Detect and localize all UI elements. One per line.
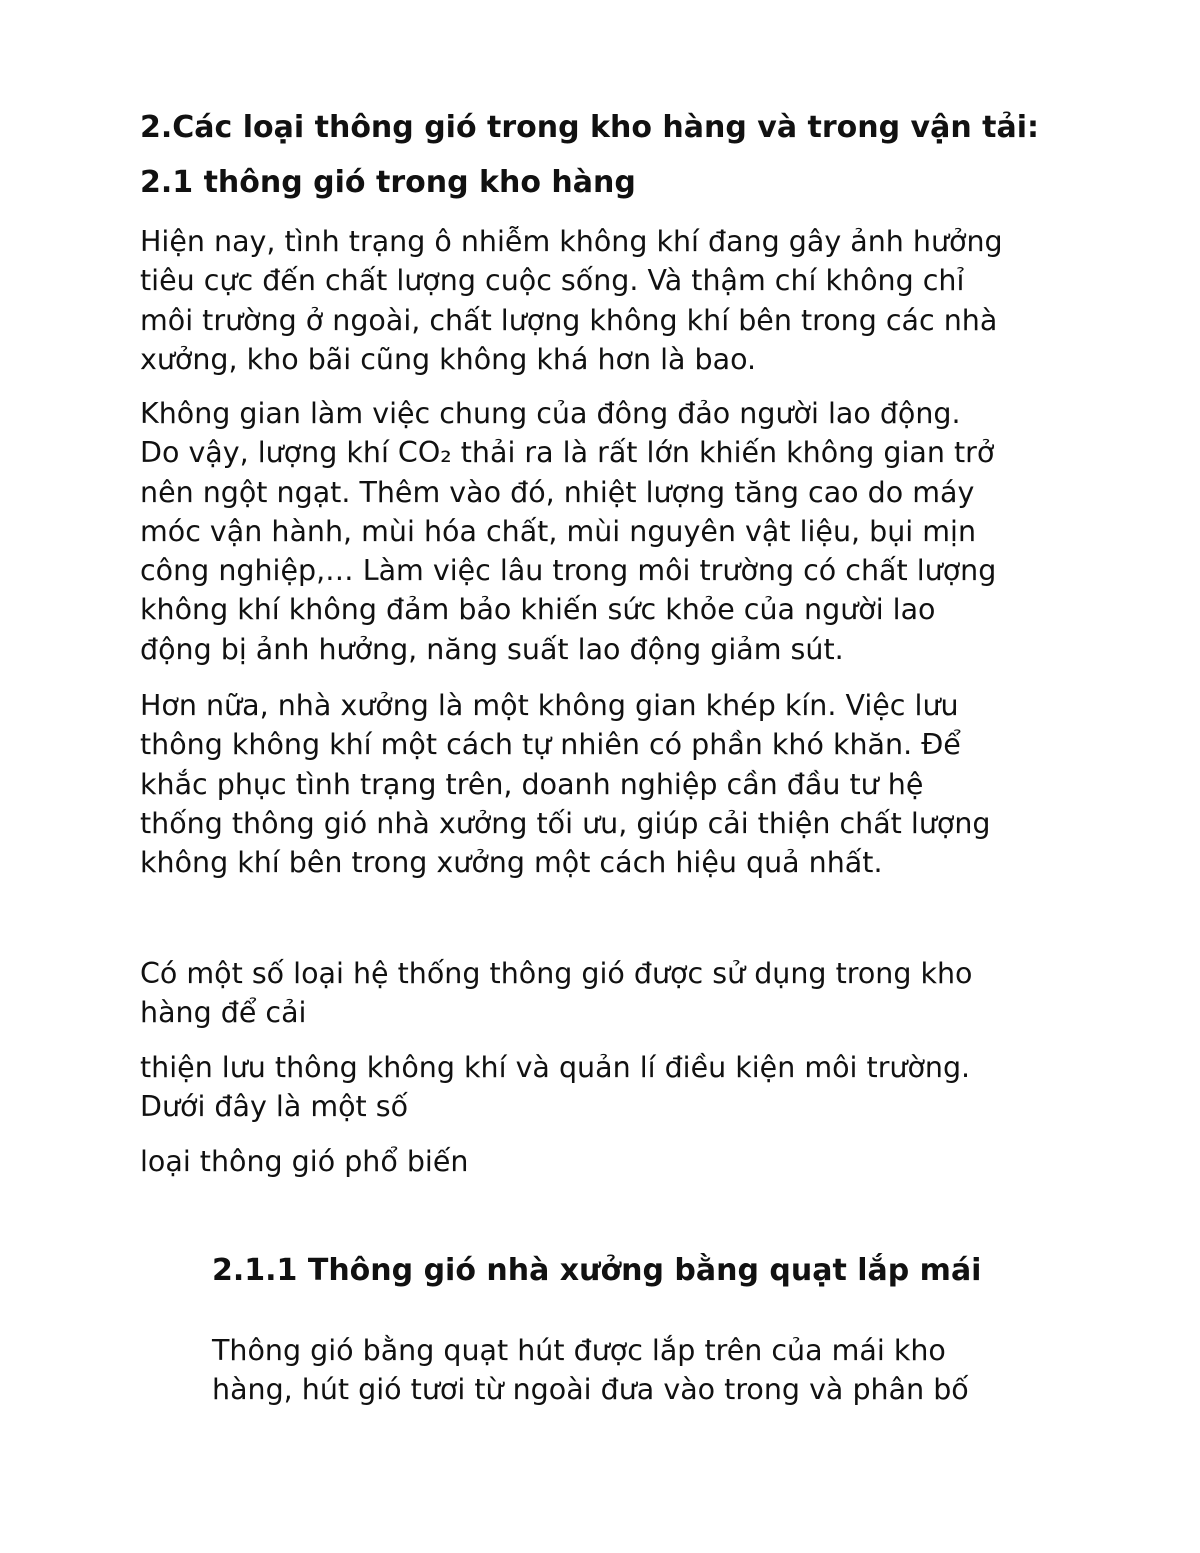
paragraph-roof-fan xyxy=(212,1331,969,1410)
text-line: loại thông gió phổ biến xyxy=(140,1145,469,1178)
text-line: nên ngột ngạt. Thêm vào đó, nhiệt lượng tăng cao do máy xyxy=(140,475,975,509)
subheading: 2.1 thông gió trong kho hàng xyxy=(140,165,636,200)
text-line: Hiện nay, tình trạng ô nhiễm không khí đang gây ảnh hưởng xyxy=(140,225,1003,258)
text-line: thông không khí một cách tự nhiên có phần khó khăn. Để xyxy=(140,728,961,762)
paragraph-ventilation-types-cont xyxy=(140,1048,970,1127)
text-line: khắc phục tình trạng trên, doanh nghiệp cần đầu tư hệ xyxy=(140,767,924,801)
text-line: công nghiệp,… Làm việc lâu trong môi trường có chất lượng xyxy=(140,554,997,588)
text-line: Không gian làm việc chung của đông đảo người lao động. xyxy=(140,397,961,430)
text-line: hàng, hút gió tươi từ ngoài đưa vào trong và phân bố xyxy=(212,1373,969,1407)
paragraph-enclosed-space xyxy=(140,686,991,882)
paragraph-common-types xyxy=(140,1142,468,1181)
text-line: Dưới đây là một số xyxy=(140,1090,409,1124)
text-line: móc vận hành, mùi hóa chất, mùi nguyên vật liệu, bụi mịn xyxy=(140,514,977,548)
main-heading: 2.Các loại thông gió trong kho hàng và trong vận tải: xyxy=(140,110,1040,145)
text-line: xưởng, kho bãi cũng không khá hơn là bao. xyxy=(140,342,757,376)
text-line: Thông gió bằng quạt hút được lắp trên của mái kho xyxy=(212,1334,946,1367)
text-line: hàng để cải xyxy=(140,996,307,1030)
text-line: môi trường ở ngoài, chất lượng không khí bên trong các nhà xyxy=(140,303,998,337)
text-line: động bị ảnh hưởng, năng suất lao động giảm sút. xyxy=(140,632,844,666)
paragraph-air-pollution xyxy=(140,222,1003,379)
text-line: Hơn nữa, nhà xưởng là một không gian khép kín. Việc lưu xyxy=(140,689,959,722)
text-line: không khí không đảm bảo khiến sức khỏe của người lao xyxy=(140,593,936,627)
text-line: không khí bên trong xưởng một cách hiệu quả nhất. xyxy=(140,846,883,880)
text-line: thống thông gió nhà xưởng tối ưu, giúp cải thiện chất lượng xyxy=(140,806,991,840)
text-line: tiêu cực đến chất lượng cuộc sống. Và thậm chí không chỉ xyxy=(140,264,965,298)
text-line: Có một số loại hệ thống thông gió được sử dụng trong kho xyxy=(140,957,973,990)
paragraph-workspace xyxy=(140,394,996,669)
text-line: Do vậy, lượng khí CO₂ thải ra là rất lớn khiến không gian trở xyxy=(140,436,995,470)
text-line: thiện lưu thông không khí và quản lí điều kiện môi trường. xyxy=(140,1051,971,1084)
paragraph-ventilation-types-intro xyxy=(140,954,972,1033)
section-heading: 2.1.1 Thông gió nhà xưởng bằng quạt lắp mái xyxy=(212,1253,982,1288)
